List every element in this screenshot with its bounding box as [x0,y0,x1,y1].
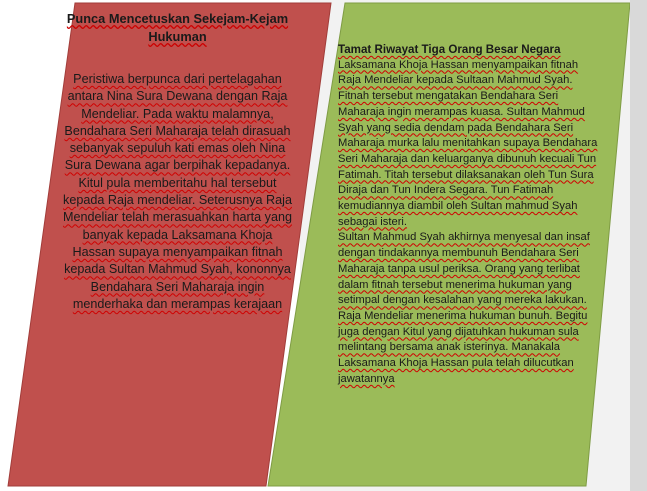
right-panel-title: Tamat Riwayat Tiga Orang Besar Negara [338,43,561,56]
right-gray-band [630,0,647,491]
right-panel-paragraph-1: Laksamana Khoja Hassan menyampaikan fitnah Raja Mendeliar kepada Sultaan Mahmud Syah. Fitnah tersebut mengatakan Bendahara Seri Maharaja ingin merampas kuasa. Sultan Mahmud Syah yang sedia dendam pada Bendahara Seri Maharaja murka lalu menitahkan supaya Bendahara Seri Maharaja dan keluarganya dibunuh kecuali Tun Fatimah. Titah tersebut dilaksanakan oleh Tun Sura Diraja dan Tun Indera Segara. Tun Fatimah kemudiannya diambil oleh Sultan mahmud Syah sebagai isteri. [338,58,598,228]
left-panel-title: Punca Mencetuskan Sekejam-Kejam Hukuman [66,11,289,44]
left-panel-body: Peristiwa berpunca dari pertelagahan antara Nina Sura Dewana dengan Raja Mendeliar. Pada waktu malamnya, Bendahara Seri Maharaja telah dirasuah sebanyak sepuluh kati emas oleh Nina Sura Dewana agar berpihak kepadanya. Kitul pula memberitahu hal tersebut kepada Raja mendeliar. Seterusnya Raja Mendeliar telah merasuahkan harta yang banyak kepada Laksamana Khoja Hassan supaya menyampaikan fitnah kepada Sultan Mahmud Syah, kononnya Bendahara Seri Maharaja ingin menderhaka dan merampas kerajaan [63,72,292,311]
right-panel [338,42,600,387]
right-panel-paragraph-2: Sultan Mahmud Syah akhirnya menyesal dan insaf dengan tindakannya membunuh Bendahara Seri Maharaja tanpa usul periksa. Orang yang terlibat dalam fitnah tersebut menerima hukuman yang setimpal dengan kesalahan yang mereka lakukan. Raja Mendeliar menerima hukuman bunuh. Begitu juga dengan Kitul yang dijatuhkan hukuman sula melintang bersama anak isterinya. Manakala Laksamana Khoja Hassan pula telah dilucutkan jawatannya [338,231,590,385]
left-panel [60,10,295,313]
